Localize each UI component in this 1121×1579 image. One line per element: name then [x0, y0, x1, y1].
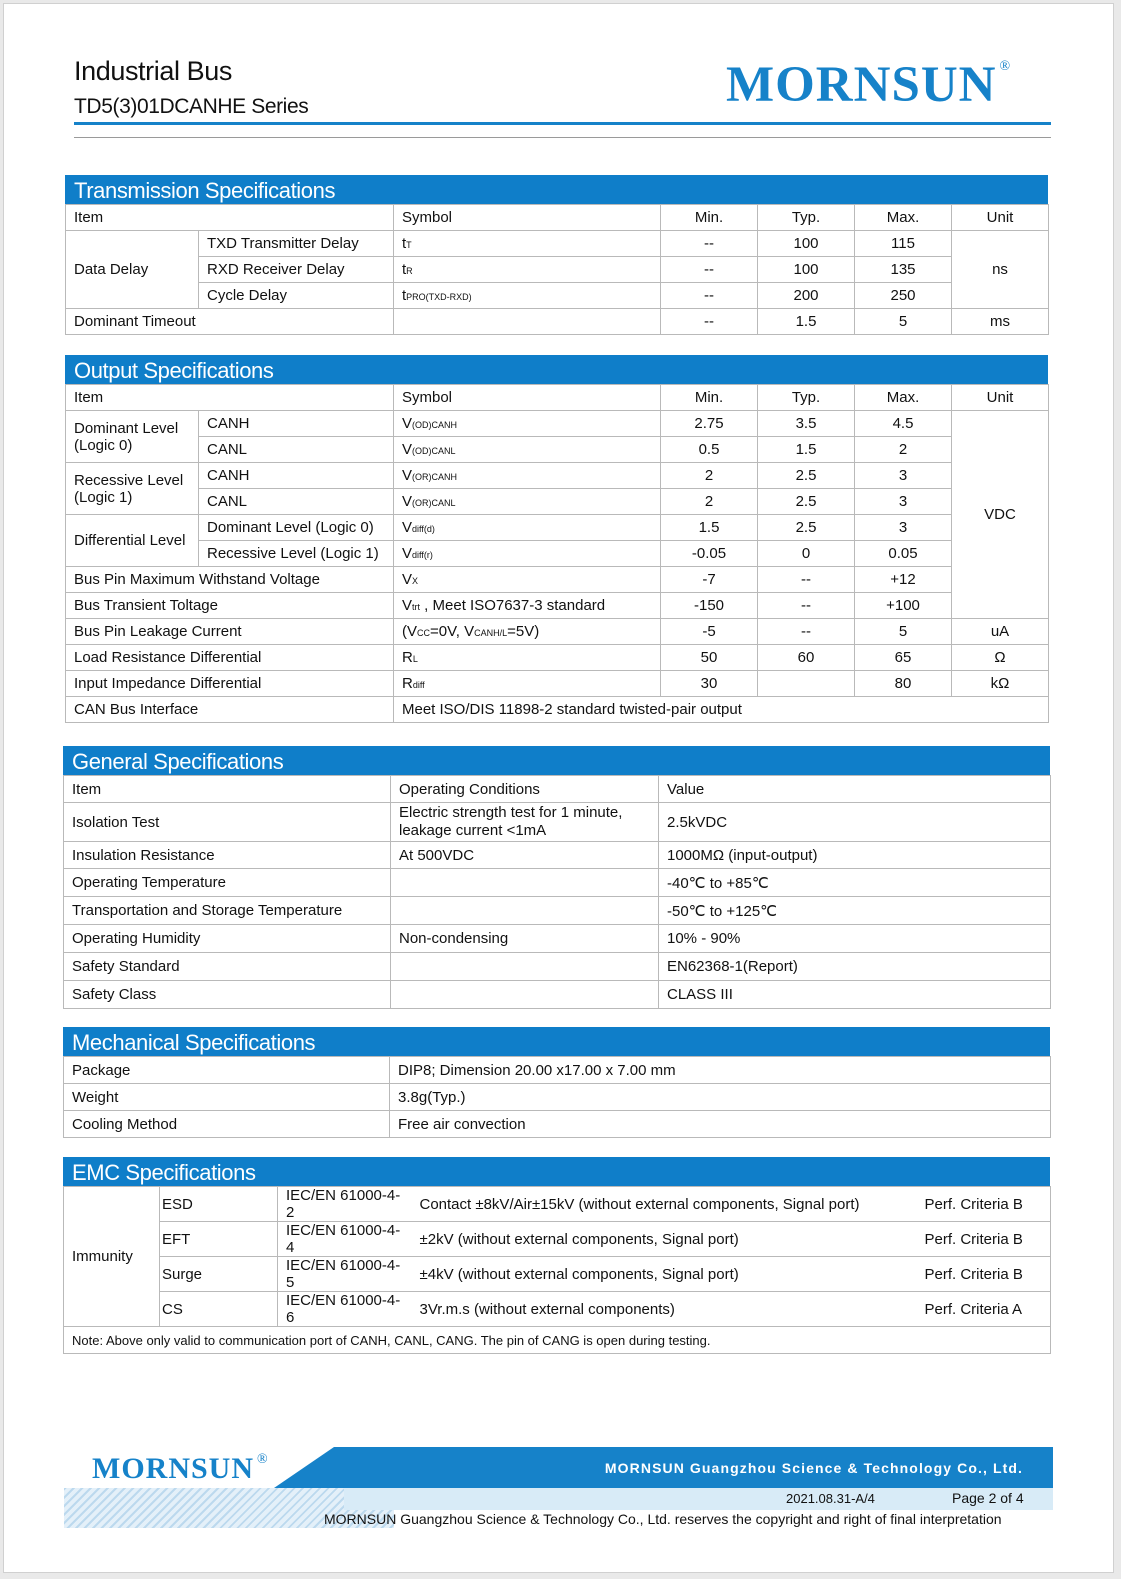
value-cell: Free air convection: [390, 1111, 1051, 1138]
row-group-label: Data Delay: [66, 231, 199, 309]
mechanical-section: [63, 1027, 1050, 1138]
min-value: 1.5: [661, 515, 758, 541]
table-row: [66, 515, 1049, 541]
max-value: +12: [855, 567, 952, 593]
param-symbol: [394, 515, 661, 541]
param-name: Input Impedance Differential: [66, 671, 394, 697]
page-footer: [64, 1447, 1053, 1531]
param-name: CAN Bus Interface: [66, 697, 394, 723]
min-value: 30: [661, 671, 758, 697]
col-unit: Unit: [952, 205, 1049, 231]
description-cell: ±2kV (without external components, Signal port): [416, 1222, 925, 1257]
table-row: [64, 1222, 1051, 1257]
max-value: 5: [855, 619, 952, 645]
row-group-label: Dominant Level (Logic 0): [66, 411, 199, 463]
param-name: Load Resistance Differential: [66, 645, 394, 671]
param-name: CANL: [199, 489, 394, 515]
emc-note: Note: Above only valid to communication port of CANH, CANL, CANG. The pin of CANG is open during testing.: [64, 1327, 1051, 1354]
table-row: [64, 1187, 1051, 1222]
symbol-main: V: [402, 493, 413, 510]
logo-text: MORNSUN: [726, 57, 997, 113]
table-row: [64, 1057, 1051, 1084]
table-row: [66, 283, 1049, 309]
unit-value: VDC: [952, 411, 1049, 619]
max-value: 65: [855, 645, 952, 671]
conditions-cell: [391, 869, 659, 897]
page-number: Page 2 of 4: [952, 1490, 1024, 1506]
table-row: [66, 567, 1049, 593]
table-row: [64, 1257, 1051, 1292]
symbol-sub: diff(r): [412, 550, 433, 560]
logo-text: MORNSUN: [92, 1452, 254, 1485]
col-unit: Unit: [952, 385, 1049, 411]
table-row: [64, 842, 1051, 869]
symbol-sub: diff(d): [412, 524, 435, 534]
symbol-main: R: [402, 649, 413, 666]
max-value: 135: [855, 257, 952, 283]
criteria-cell: Perf. Criteria A: [925, 1292, 1051, 1327]
row-group-label: Differential Level: [66, 515, 199, 567]
param-name: CANL: [199, 437, 394, 463]
table-row: [64, 897, 1051, 925]
typ-value: 2.5: [758, 515, 855, 541]
table-row: [66, 309, 1049, 335]
param-symbol: [394, 411, 661, 437]
typ-value: 100: [758, 231, 855, 257]
table-row: [64, 1292, 1051, 1327]
footer-logo: [92, 1452, 269, 1486]
symbol-part: =5V): [507, 623, 540, 640]
conditions-cell: [391, 981, 659, 1009]
conditions-cell: At 500VDC: [391, 842, 659, 869]
item-cell: Isolation Test: [64, 803, 391, 842]
param-symbol: [394, 489, 661, 515]
standard-cell: IEC/EN 61000-4-4: [278, 1222, 416, 1257]
symbol-sub: CANH/L: [474, 628, 508, 638]
max-value: 5: [855, 309, 952, 335]
general-section: [63, 746, 1050, 1009]
criteria-cell: Perf. Criteria B: [925, 1222, 1051, 1257]
row-group-label: Immunity: [64, 1187, 160, 1327]
value-cell: 1000MΩ (input-output): [659, 842, 1051, 869]
table-row: [66, 541, 1049, 567]
item-cell: Safety Class: [64, 981, 391, 1009]
table-row: [64, 1111, 1051, 1138]
table-row: [66, 645, 1049, 671]
max-value: 0.05: [855, 541, 952, 567]
symbol-part: =0V, V: [430, 623, 475, 640]
table-row: [64, 803, 1051, 842]
param-symbol: [394, 463, 661, 489]
conditions-cell: [391, 953, 659, 981]
section-title: EMC Specifications: [63, 1157, 1050, 1186]
value-cell: -50℃ to +125℃: [659, 897, 1051, 925]
table-row: [66, 489, 1049, 515]
symbol-sub: T: [406, 240, 412, 250]
table-header-row: [64, 776, 1051, 803]
col-typ: Typ.: [758, 205, 855, 231]
value-cell: DIP8; Dimension 20.00 x17.00 x 7.00 mm: [390, 1057, 1051, 1084]
item-cell: Safety Standard: [64, 953, 391, 981]
param-name: Recessive Level (Logic 1): [199, 541, 394, 567]
test-cell: EFT: [160, 1222, 278, 1257]
criteria-cell: Perf. Criteria B: [925, 1187, 1051, 1222]
emc-table: [63, 1186, 1051, 1354]
brand-logo: [726, 57, 1012, 113]
criteria-cell: Perf. Criteria B: [925, 1257, 1051, 1292]
typ-value: --: [758, 567, 855, 593]
param-name: Bus Transient Toltage: [66, 593, 394, 619]
col-symbol: Symbol: [394, 205, 661, 231]
typ-value: 0: [758, 541, 855, 567]
table-row: [66, 619, 1049, 645]
copyright-text: MORNSUN Guangzhou Science & Technology Co., Ltd. reserves the copyright and right of final interpretation: [324, 1511, 1002, 1527]
min-value: -7: [661, 567, 758, 593]
item-cell: Cooling Method: [64, 1111, 390, 1138]
symbol-main: V: [402, 467, 413, 484]
symbol-note: , Meet ISO7637-3 standard: [420, 597, 606, 614]
table-row: [66, 411, 1049, 437]
doc-title: Industrial Bus: [74, 56, 232, 86]
table-row: [64, 925, 1051, 953]
param-symbol: [394, 283, 661, 309]
unit-value: ns: [952, 231, 1049, 309]
col-item: Item: [64, 776, 391, 803]
test-cell: ESD: [160, 1187, 278, 1222]
table-row: [64, 1084, 1051, 1111]
symbol-main: V: [402, 441, 413, 458]
max-value: 80: [855, 671, 952, 697]
item-cell: Transportation and Storage Temperature: [64, 897, 391, 925]
max-value: 3: [855, 489, 952, 515]
col-typ: Typ.: [758, 385, 855, 411]
param-name: CANH: [199, 463, 394, 489]
col-max: Max.: [855, 205, 952, 231]
param-symbol: [394, 671, 661, 697]
general-table: [63, 775, 1051, 1009]
typ-value: 1.5: [758, 309, 855, 335]
section-title: Transmission Specifications: [65, 175, 1048, 204]
header-rule-thin: [74, 137, 1051, 138]
table-row: [66, 437, 1049, 463]
registered-mark: ®: [257, 1452, 269, 1467]
description-cell: Contact ±8kV/Air±15kV (without external components, Signal port): [416, 1187, 925, 1222]
col-item: Item: [66, 385, 394, 411]
value-cell: CLASS III: [659, 981, 1051, 1009]
symbol-main: R: [402, 675, 413, 692]
item-cell: Package: [64, 1057, 390, 1084]
conditions-cell: Electric strength test for 1 minute, leakage current <1mA: [391, 803, 659, 842]
max-value: 115: [855, 231, 952, 257]
emc-section: [63, 1157, 1050, 1354]
symbol-sub: diff: [412, 680, 425, 690]
section-title: General Specifications: [63, 746, 1050, 775]
symbol-sub: L: [412, 654, 418, 664]
table-row: [66, 231, 1049, 257]
row-group-label: Recessive Level (Logic 1): [66, 463, 199, 515]
param-symbol: [394, 257, 661, 283]
param-symbol: [394, 567, 661, 593]
symbol-sub: R: [406, 266, 413, 276]
typ-value: --: [758, 593, 855, 619]
typ-value: --: [758, 619, 855, 645]
table-row: [66, 463, 1049, 489]
max-value: 2: [855, 437, 952, 463]
unit-value: kΩ: [952, 671, 1049, 697]
unit-value: uA: [952, 619, 1049, 645]
symbol-main: V: [402, 597, 413, 614]
transmission-table: [65, 204, 1049, 335]
table-row: [66, 593, 1049, 619]
symbol-main: t: [402, 261, 407, 278]
min-value: --: [661, 257, 758, 283]
typ-value: 60: [758, 645, 855, 671]
datasheet-page: [3, 3, 1114, 1573]
table-row: [64, 1327, 1051, 1354]
value-cell: EN62368-1(Report): [659, 953, 1051, 981]
symbol-part: (V: [402, 623, 417, 640]
test-cell: Surge: [160, 1257, 278, 1292]
col-min: Min.: [661, 205, 758, 231]
min-value: --: [661, 309, 758, 335]
symbol-sub: (OD)CANH: [412, 420, 458, 430]
min-value: 50: [661, 645, 758, 671]
output-section: [65, 355, 1048, 723]
standard-cell: IEC/EN 61000-4-2: [278, 1187, 416, 1222]
param-name: Dominant Timeout: [66, 309, 394, 335]
max-value: 4.5: [855, 411, 952, 437]
item-cell: Insulation Resistance: [64, 842, 391, 869]
param-name: RXD Receiver Delay: [199, 257, 394, 283]
header-rule: [74, 122, 1051, 125]
symbol-main: V: [402, 571, 413, 588]
unit-value: Ω: [952, 645, 1049, 671]
min-value: -5: [661, 619, 758, 645]
param-symbol: [394, 619, 661, 645]
min-value: --: [661, 231, 758, 257]
min-value: 2.75: [661, 411, 758, 437]
symbol-sub: (OR)CANH: [412, 472, 458, 482]
output-table: [65, 384, 1049, 723]
section-title: Mechanical Specifications: [63, 1027, 1050, 1056]
description-cell: 3Vr.m.s (without external components): [416, 1292, 925, 1327]
value-cell: -40℃ to +85℃: [659, 869, 1051, 897]
item-cell: Weight: [64, 1084, 390, 1111]
item-cell: Operating Humidity: [64, 925, 391, 953]
typ-value: 2.5: [758, 463, 855, 489]
table-row: [66, 257, 1049, 283]
param-name: Bus Pin Leakage Current: [66, 619, 394, 645]
col-item: Item: [66, 205, 394, 231]
conditions-cell: [391, 897, 659, 925]
col-max: Max.: [855, 385, 952, 411]
min-value: --: [661, 283, 758, 309]
section-title: Output Specifications: [65, 355, 1048, 384]
revision-date: 2021.08.31-A/4: [786, 1491, 875, 1506]
standard-cell: IEC/EN 61000-4-6: [278, 1292, 416, 1327]
param-symbol: [394, 645, 661, 671]
min-value: 0.5: [661, 437, 758, 463]
registered-mark: ®: [999, 59, 1012, 74]
symbol-main: V: [402, 545, 413, 562]
table-row: [64, 869, 1051, 897]
symbol-main: V: [402, 519, 413, 536]
table-row: [64, 953, 1051, 981]
min-value: -150: [661, 593, 758, 619]
value-cell: 10% - 90%: [659, 925, 1051, 953]
footer-strip: [344, 1488, 1053, 1510]
min-value: -0.05: [661, 541, 758, 567]
description-cell: ±4kV (without external components, Signal port): [416, 1257, 925, 1292]
footer-company: MORNSUN Guangzhou Science & Technology Co., Ltd.: [604, 1460, 1023, 1476]
typ-value: 200: [758, 283, 855, 309]
typ-value: 1.5: [758, 437, 855, 463]
symbol-sub: (OR)CANL: [412, 498, 456, 508]
param-symbol: [394, 593, 661, 619]
table-row: [66, 697, 1049, 723]
symbol-main: t: [402, 235, 407, 252]
table-row: [66, 671, 1049, 697]
table-header-row: [66, 205, 1049, 231]
min-value: 2: [661, 463, 758, 489]
value-cell: 2.5kVDC: [659, 803, 1051, 842]
max-value: 250: [855, 283, 952, 309]
typ-value: 100: [758, 257, 855, 283]
param-name: Bus Pin Maximum Withstand Voltage: [66, 567, 394, 593]
table-row: [64, 981, 1051, 1009]
param-name: Cycle Delay: [199, 283, 394, 309]
max-value: 3: [855, 463, 952, 489]
symbol-sub: (OD)CANL: [412, 446, 456, 456]
item-cell: Operating Temperature: [64, 869, 391, 897]
param-symbol: [394, 231, 661, 257]
symbol-sub: X: [412, 576, 419, 586]
param-value: Meet ISO/DIS 11898-2 standard twisted-pair output: [394, 697, 1049, 723]
conditions-cell: Non-condensing: [391, 925, 659, 953]
col-min: Min.: [661, 385, 758, 411]
transmission-section: [65, 175, 1048, 335]
mechanical-table: [63, 1056, 1051, 1138]
unit-value: ms: [952, 309, 1049, 335]
param-symbol: [394, 309, 661, 335]
col-conditions: Operating Conditions: [391, 776, 659, 803]
param-name: TXD Transmitter Delay: [199, 231, 394, 257]
max-value: +100: [855, 593, 952, 619]
typ-value: [758, 671, 855, 697]
series-name: TD5(3)01DCANHE Series: [74, 95, 309, 118]
typ-value: 2.5: [758, 489, 855, 515]
param-symbol: [394, 541, 661, 567]
test-cell: CS: [160, 1292, 278, 1327]
symbol-main: t: [402, 287, 407, 304]
symbol-sub: PRO(TXD-RXD): [406, 292, 472, 302]
standard-cell: IEC/EN 61000-4-5: [278, 1257, 416, 1292]
min-value: 2: [661, 489, 758, 515]
value-cell: 3.8g(Typ.): [390, 1084, 1051, 1111]
col-value: Value: [659, 776, 1051, 803]
symbol-sub: trt: [412, 602, 421, 612]
param-symbol: [394, 437, 661, 463]
param-name: Dominant Level (Logic 0): [199, 515, 394, 541]
max-value: 3: [855, 515, 952, 541]
typ-value: 3.5: [758, 411, 855, 437]
col-symbol: Symbol: [394, 385, 661, 411]
symbol-main: V: [402, 415, 413, 432]
table-header-row: [66, 385, 1049, 411]
param-name: CANH: [199, 411, 394, 437]
symbol-sub: CC: [417, 628, 430, 638]
